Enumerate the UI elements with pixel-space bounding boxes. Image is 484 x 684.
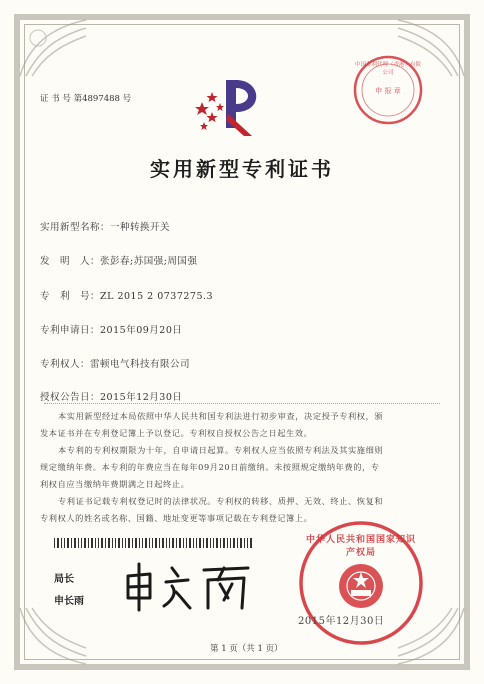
patent-number-value: ZL 2015 2 0737275.3 [100, 291, 214, 302]
inventor-label: 发 明 人： [40, 256, 101, 267]
inventor-value: 张彭春;苏国强;周国强 [100, 256, 198, 267]
sipo-logo-icon [192, 70, 272, 144]
page-title: 实用新型专利证书 [150, 157, 334, 181]
utility-model-name-value: 一种转换开关 [110, 222, 171, 233]
director-name-label: 申长雨 [54, 596, 84, 607]
patentee-label: 专利权人： [40, 359, 91, 370]
certificate-number: 证 书 号 第4897488 号 [40, 94, 132, 104]
body-line-3: 本专利的专利权期限为十年，自申请日起算。专利权人应当依照专利法及其实施细则 [58, 445, 384, 455]
filing-date-label: 专利申请日： [40, 325, 101, 336]
grant-date-label: 授权公告日： [40, 392, 101, 403]
grant-date-value: 2015年12月30日 [100, 392, 183, 403]
patent-number-row [40, 288, 213, 302]
utility-model-name-row [40, 219, 170, 233]
filing-date-value: 2015年09月20日 [100, 325, 183, 336]
handwritten-signature [120, 558, 260, 614]
patentee-row [40, 356, 190, 370]
body-line-7: 专利权人的姓名或名称、国籍、地址变更等事项记载在专利登记簿上。 [40, 513, 313, 523]
utility-model-name-label: 实用新型名称： [40, 222, 111, 233]
body-line-1: 本实用新型经过本局依照中华人民共和国专利法进行初步审查，决定授予专利权，颁 [58, 411, 384, 421]
filing-date-row [40, 322, 182, 336]
body-line-5: 利权自应当缴纳年费期满之日起终止。 [40, 479, 190, 489]
emblem-icon [339, 564, 383, 608]
director-title-label: 局长 [54, 574, 74, 585]
body-line-4: 规定缴纳年费。本专利的年费应当在每年09月20日前缴纳。未按照规定缴纳年费的，专 [40, 462, 380, 472]
agency-stamp-text: 中国专利代理（香港）有限公司 [354, 62, 421, 76]
patentee-value: 雷顿电气科技有限公司 [90, 359, 191, 370]
separator-line [44, 403, 440, 404]
inventor-row [40, 253, 197, 267]
seal-date: 2015年12月30日 [298, 616, 385, 627]
national-seal [296, 518, 426, 648]
grant-date-row [40, 389, 182, 403]
patent-number-label: 专 利 号： [40, 291, 101, 302]
corner-ornament-top-left [18, 18, 88, 78]
seal-text: 中华人民共和国国家知识产权局 [305, 535, 416, 558]
agency-stamp-inner: 申 报 章 [375, 87, 401, 95]
page-footer: 第 1 页（共 1 页） [210, 644, 283, 654]
body-line-6: 专利证书记载专利权登记时的法律状况。专利权的转移、质押、无效、终止、恢复和 [58, 496, 384, 506]
barcode [54, 538, 254, 548]
agency-stamp [352, 54, 424, 126]
body-line-2: 发本证书并在专利登记簿上予以登记。专利权自授权公告之日起生效。 [40, 428, 313, 438]
corner-ornament-bottom-left [18, 606, 88, 666]
